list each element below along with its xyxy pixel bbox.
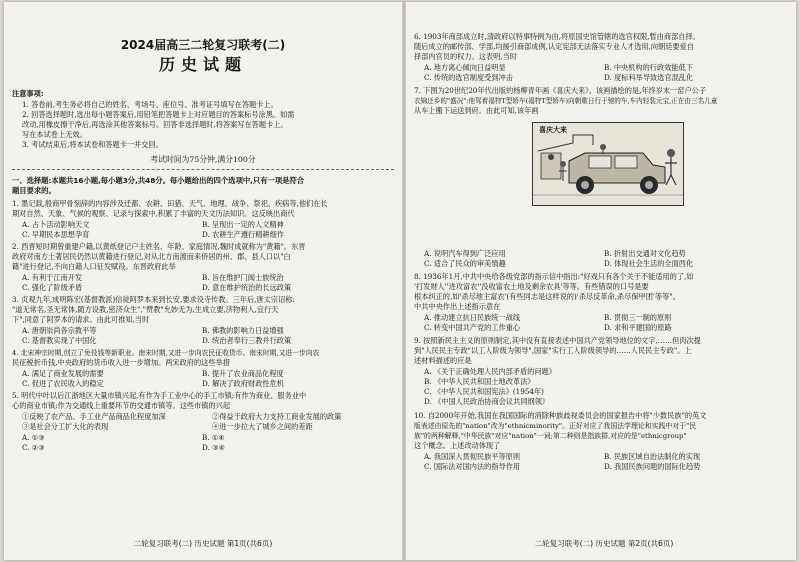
answer-option: B. 佛教的影响力日益增强 (202, 326, 284, 335)
notice-item: 3. 考试结束后,将本试卷和答题卡一并交回。 (22, 140, 163, 149)
exam-sheet (4, 2, 796, 560)
exam-page-right (414, 2, 794, 560)
question-line: 中共中央作出上述指示意在 (414, 302, 501, 311)
question-line: 择部内官员的权力。这表明,当时 (414, 52, 517, 61)
answer-option: B. 呈现出一定的人文精神 (202, 220, 284, 229)
answer-option: D. 统治者奉行三教并行政策 (202, 336, 292, 345)
answer-option: A. 唐朝崇尚各宗教平等 (22, 326, 97, 335)
answer-option: B. ①④ (202, 433, 225, 442)
question-line: 期对自然、天象、气候的观察、记录与探索中,积累了丰富的天文历法知识。这反映出商代 (12, 209, 295, 218)
question-line: 民征税折币钱,中央政府的货币收入进一步增加。两宋政府的这些举措 (12, 358, 230, 367)
question-line: 版表述由原先的"nation"改为"ethnicminority"。正好对应了我国法学理论和实践中对于"民 (414, 422, 697, 430)
answer-option: C. 适合了民众的审美情趣 (424, 259, 506, 268)
divider (12, 169, 394, 170)
question-line: 3. 贞观九年,成明陈宏(基督教派)信徒阿罗本来到长安,要求设寺传教。三年后,唐太宗诏称: (12, 295, 295, 304)
exam-title: 2024届高三二轮复习联考(二) (120, 38, 286, 52)
question-line: 衣锦还乡的"盛况":他驾着福特T型轿车(福特T型轿车)向朝歌日行于驰的车,车内轻装元宝,正在由三名儿童 (414, 97, 718, 105)
question-line: 述材料描述的应是 (414, 356, 472, 365)
answer-option: D. 求和平建国的原路 (604, 323, 672, 332)
answer-option: A. 说明汽车得到广泛应用 (424, 249, 506, 258)
new-year-painting-illustration (532, 122, 684, 206)
statement-option: ③是社会分工扩大化的表现 (22, 422, 109, 431)
question-line: "道无常名,圣无常体,随方设教,密济众生","赞教"允妙无为,生成立要,济物利人,宜行天 (12, 305, 279, 314)
answer-option: B. 旨在维护门阀士族统治 (202, 273, 284, 282)
question-line: 1. 墨记载,殷商甲骨刻辞的内容涉及迁都、农耕、田猎、天气、地理、战争、祭祀、疾病等,他们在长 (12, 199, 328, 208)
answer-option: D. 体现社会生活的全面西化 (604, 259, 694, 268)
answer-option: B. 中央机构的行政效能低下 (604, 63, 693, 72)
exam-page-left (12, 2, 394, 560)
question-line: 根本纠正的,如'杀尽地主富农'(有些同志是这样说的)'杀尽反革命,杀尽保甲团'等等"。 (414, 292, 680, 301)
question-line: 心的商业市镇;作为交通线上重要环节的交通市镇等。这些市镇的兴起 (12, 401, 231, 410)
question-line: 2. 西晋短时期曾重建户籍,以黄纸登记户主姓名、年龄、家庭情况,魏时成就称为"黄籍"。东晋 (12, 242, 306, 251)
question-line: 6. 1903年商部成立时,清政府以特事特例为由,将原国史馆管辖的选官权限,暂由商部自择。 (414, 32, 700, 41)
question-line: '打发财人''进攻富农''没收富农土地及剩余农具'等等。有些错误的口号是要 (414, 282, 649, 291)
answer-option: C. 强化了阶级矛盾 (22, 283, 83, 292)
answer-option: B. 折射出交通对文化趋势 (604, 249, 686, 258)
section-heading: 一、选择题:本题共16小题,每小题3分,共48分。每小题给出的四个选项中,只有一项是符合 (12, 176, 305, 185)
question-line: 到"人民民主专政"以工人阶级为领导",国家"实行工人阶级领导的……人民民主专政"。上 (414, 346, 692, 355)
statement-option: ①反映了农产品、手工业产品商品化程度加深 (22, 412, 166, 421)
answer-option: D. ③④ (202, 443, 225, 452)
answer-option: C. 基督教实现了中国化 (22, 336, 97, 345)
answer-option: C. 转变中国共产党的工作重心 (424, 323, 521, 332)
car-drawing (533, 123, 683, 205)
subject-title: 历史试题 (158, 55, 247, 74)
answer-option: B. 民族区域自治法制化的实现 (604, 452, 701, 461)
page-footer-left: 二轮复习联考(二) 历史试题 第1页(共6页) (133, 539, 273, 548)
page-footer-right: 二轮复习联考(二) 历史试题 第2页(共6页) (534, 539, 674, 548)
answer-option: A. ①③ (22, 433, 45, 442)
question-line: 族"的两种解释,"中华民族"对应"nation"一词;第二种则是指族群,对应的是"ethnicgroup" (414, 432, 687, 440)
question-line: 籍"进行登记,不向白籍人口征发赋役。东晋政府此举 (12, 262, 176, 271)
question-line: 下",同意了阿罗本的请求。由此可推知,当时 (12, 315, 150, 324)
answer-option: A. 有利于江南开发 (22, 273, 83, 282)
answer-option: D. 度标科举导致选官混乱化 (604, 73, 694, 82)
question-line: 7. 下图为20世纪20年代出版的杨柳青年画《喜庆大来》。该画描绘的是,年终岁末一窑户公子 (414, 86, 707, 95)
answer-option: A. 我国深入贯彻民族平等原则 (424, 452, 521, 461)
answer-option: A. 推动建立抗日民族统一战线 (424, 313, 521, 322)
question-line: 随后成立的邮传部、学部,均援引商部成例,认定宪部无法落实专业人才选用,向朝廷要爱自 (414, 42, 694, 51)
question-line: 8. 1936年1月,中共中央给各级党部的指示信中指出:"好戏只有各个关于不能适用的了,如 (414, 272, 694, 281)
answer-option: A. 《关于正确处理人民内部矛盾的问题》 (424, 367, 556, 376)
answer-option: C. 国际法对国内法的指导作用 (424, 462, 521, 471)
statement-option: ②得益于政府大力支持工商业发展的政策 (212, 412, 342, 421)
question-line: 政府对南方土著居民仍然以黄籍进行登记,对从北方南渡而来侨居的州、郡、县人口以"白 (12, 252, 291, 261)
illustration-caption: 喜庆大来 (539, 125, 567, 134)
question-line: 10. 自2000年开始,我国在我国国际的消除种族歧视委员会的国家报告中将"少数民族"的英文 (414, 411, 707, 420)
answer-option: C. 促进了农民收入的稳定 (22, 379, 104, 388)
question-line: 9. 按照新民主主义的原则制定,其中没有直接表述中国共产党领导地位的文字,……但肉次提 (414, 336, 701, 345)
answer-option: A. 占卜活动影响天文 (22, 220, 90, 229)
notice-item: 2. 回答选择题时,选出每小题答案后,用铅笔把答题卡上对应题目的答案标号涂黑。如需 (22, 110, 295, 119)
answer-option: D. 《中国人民政治协商会议共同纲领》 (424, 397, 550, 406)
question-line: 从车上搬下运送到府。由此可知,该年画 (414, 106, 539, 115)
statement-option: ④进一步拉大了城乡之间的差距 (212, 422, 313, 431)
question-line: 5. 明代中叶以后江浙地区大量市镇兴起,有作为手工业中心的手工市镇;有作为商业、服务业中 (12, 391, 307, 400)
notice-item: 改动,用橡皮擦干净后,再选涂其他答案标号。回答非选择题时,将答案写在答题卡上。 (22, 120, 288, 129)
page-spine (402, 2, 406, 560)
answer-option: D. 农耕生产遵行精耕细作 (202, 230, 284, 239)
notice-item: 写在本试卷上无效。 (22, 130, 87, 139)
answer-option: C. 早期民本思想孕育 (22, 230, 90, 239)
notice-heading: 注意事项: (12, 89, 44, 98)
exam-time-line: 考试时间为75分钟,满分100分 (150, 155, 256, 164)
notice-item: 1. 答卷前,考生务必将自己的姓名、考场号、座位号、准考证号填写在答题卡上。 (22, 100, 278, 109)
answer-option: C. ②③ (22, 443, 45, 452)
question-line: 这个概念。上述改动体现了 (414, 441, 501, 450)
answer-option: A. 地方离心倾向日益明显 (424, 63, 506, 72)
section-heading: 题目要求的。 (12, 186, 56, 195)
answer-option: B. 《中华人民共和国土地改革法》 (424, 377, 535, 386)
question-line: 4. 北宋神宗时期,创立了免役钱等新职业。南宋时期,又进一步向农民征收货币。南宋时期,又进一步向农 (12, 349, 320, 357)
answer-option: A. 满足了商业发展的需要 (22, 369, 104, 378)
answer-option: D. 意在维护统治的长远政策 (202, 283, 292, 292)
answer-option: D. 我国民族问题的国际化趋势 (604, 462, 701, 471)
answer-option: C. 《中华人民共和国宪法》(1954年) (424, 387, 544, 396)
answer-option: C. 传统的选官制度受到冲击 (424, 73, 513, 82)
answer-option: B. 提升了农业商品化程度 (202, 369, 284, 378)
answer-option: D. 解决了政府财政性危机 (202, 379, 284, 388)
answer-option: B. 贯彻三一制的原则 (604, 313, 672, 322)
